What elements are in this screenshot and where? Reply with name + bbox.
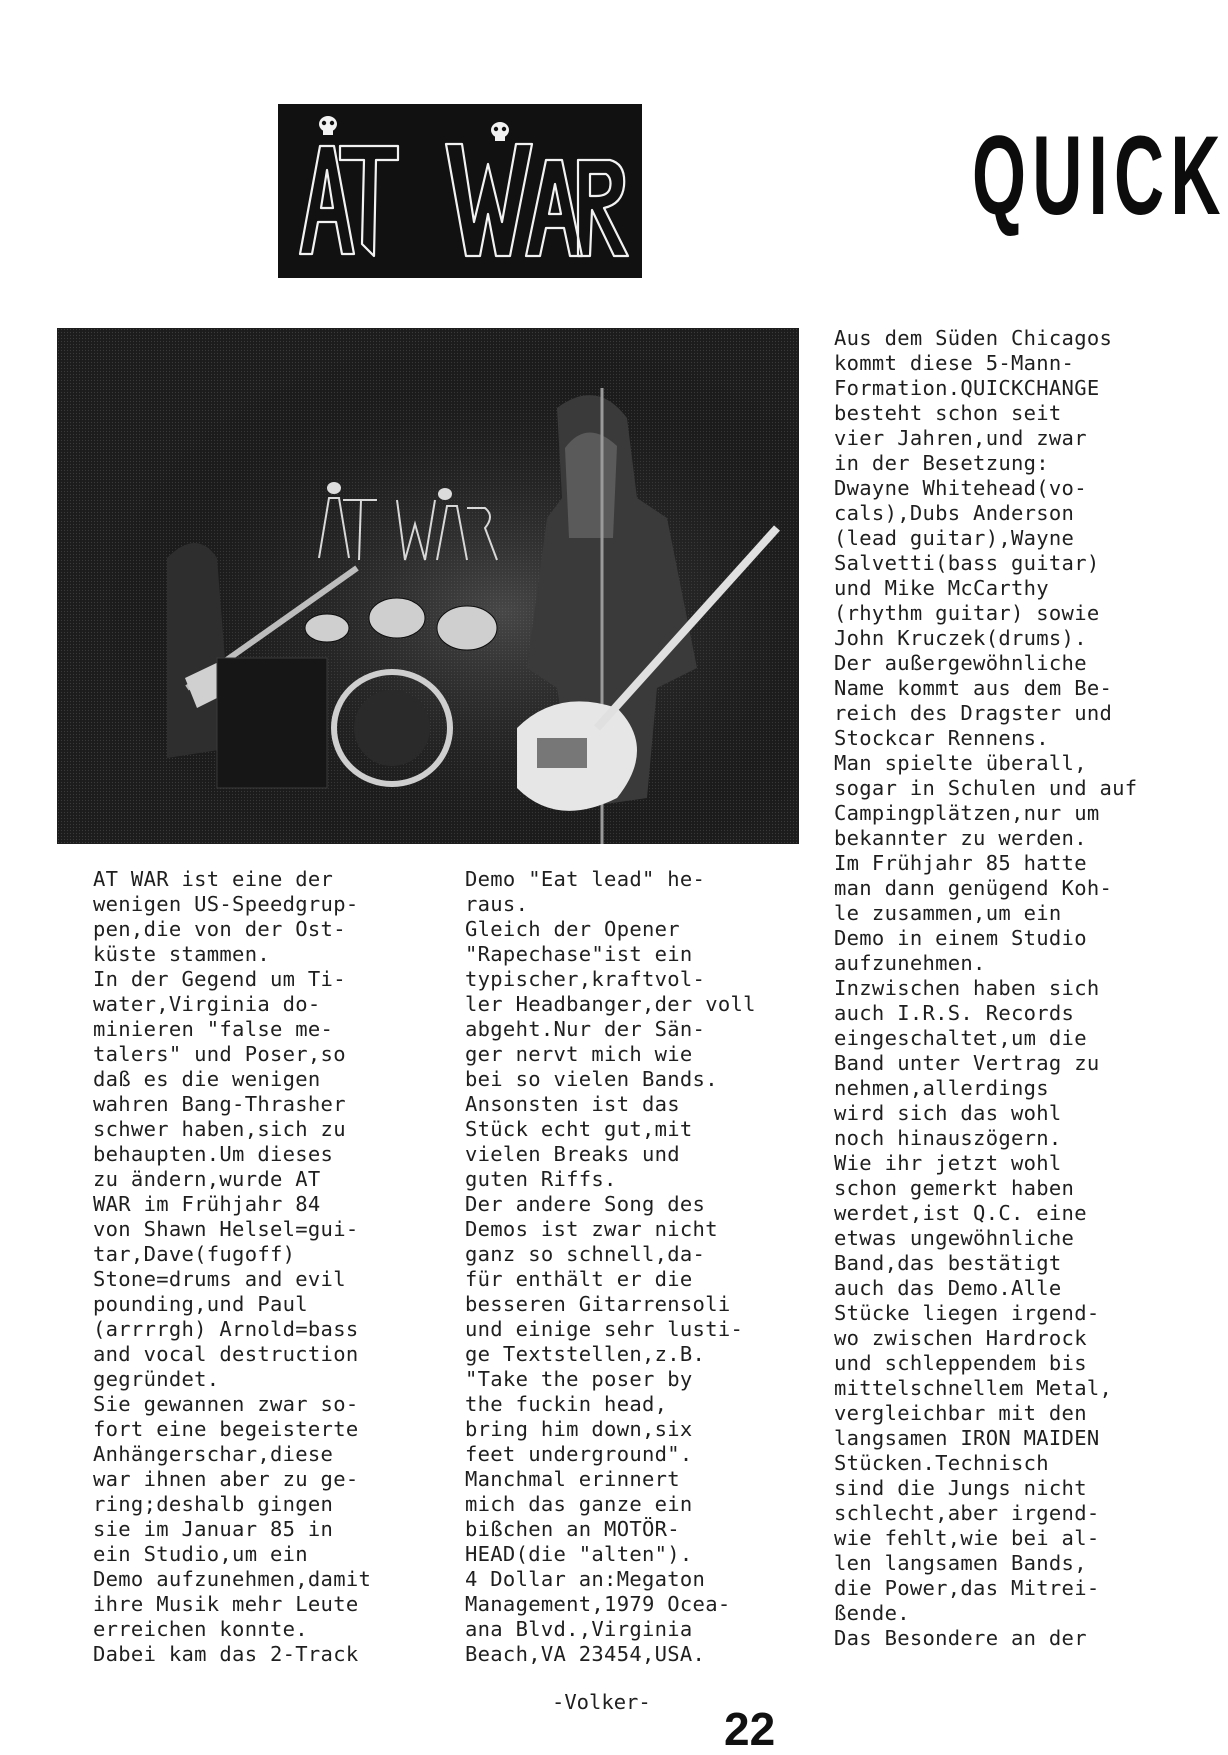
text-line: Stücken.Technisch bbox=[834, 1451, 1049, 1475]
text-line: Wie ihr jetzt wohl bbox=[834, 1151, 1062, 1175]
text-line: sie im Januar 85 in bbox=[93, 1517, 334, 1541]
text-line: Stockcar Rennens. bbox=[834, 726, 1049, 750]
text-line: Im Frühjahr 85 hatte bbox=[834, 851, 1087, 875]
text-line: (rhythm guitar) sowie bbox=[834, 601, 1100, 625]
text-line: Dabei kam das 2-Track bbox=[93, 1642, 359, 1666]
text-line: wenigen US-Speedgrup- bbox=[93, 892, 359, 916]
text-line: guten Riffs. bbox=[465, 1167, 617, 1191]
text-line: nehmen,allerdings bbox=[834, 1076, 1049, 1100]
text-line: eingeschaltet,um die bbox=[834, 1026, 1087, 1050]
text-line: werdet,ist Q.C. eine bbox=[834, 1201, 1087, 1225]
text-line: HEAD(die "alten"). bbox=[465, 1542, 693, 1566]
quickchange-title: QUICK bbox=[972, 113, 1227, 238]
text-line: ein Studio,um ein bbox=[93, 1542, 308, 1566]
text-line: auch I.R.S. Records bbox=[834, 1001, 1075, 1025]
text-line: Band,das bestätigt bbox=[834, 1251, 1062, 1275]
text-line: John Kruczek(drums). bbox=[834, 626, 1087, 650]
text-line: Dwayne Whitehead(vo- bbox=[834, 476, 1087, 500]
text-line: Der andere Song des bbox=[465, 1192, 706, 1216]
text-line: "Take the poser by bbox=[465, 1367, 693, 1391]
text-line: Management,1979 Ocea- bbox=[465, 1592, 731, 1616]
text-line: tar,Dave(fugoff) bbox=[93, 1242, 296, 1266]
text-line: mittelschnellem Metal, bbox=[834, 1376, 1113, 1400]
text-line: Demos ist zwar nicht bbox=[465, 1217, 718, 1241]
author-signature: -Volker- bbox=[552, 1690, 651, 1714]
text-line: küste stammen. bbox=[93, 942, 270, 966]
text-line: die Power,das Mitrei- bbox=[834, 1576, 1100, 1600]
text-line: gegründet. bbox=[93, 1367, 220, 1391]
text-line: Inzwischen haben sich bbox=[834, 976, 1100, 1000]
text-line: Sie gewannen zwar so- bbox=[93, 1392, 359, 1416]
text-line: bei so vielen Bands. bbox=[465, 1067, 718, 1091]
text-line: water,Virginia do- bbox=[93, 992, 321, 1016]
text-line: fort eine begeisterte bbox=[93, 1417, 359, 1441]
text-line: Anhängerschar,diese bbox=[93, 1442, 334, 1466]
text-line: langsamen IRON MAIDEN bbox=[834, 1426, 1100, 1450]
text-line: ge Textstellen,z.B. bbox=[465, 1342, 706, 1366]
text-line: Beach,VA 23454,USA. bbox=[465, 1642, 706, 1666]
text-line: reich des Dragster und bbox=[834, 701, 1113, 725]
text-line: the fuckin head, bbox=[465, 1392, 668, 1416]
text-line: mich das ganze ein bbox=[465, 1492, 693, 1516]
text-line: typischer,kraftvol- bbox=[465, 967, 706, 991]
quickchange-column bbox=[834, 326, 1137, 1651]
text-line: Salvetti(bass guitar) bbox=[834, 551, 1100, 575]
text-line: le zusammen,um ein bbox=[834, 901, 1062, 925]
text-line: bekannter zu werden. bbox=[834, 826, 1087, 850]
text-line: wahren Bang-Thrasher bbox=[93, 1092, 346, 1116]
text-line: bring him down,six bbox=[465, 1417, 693, 1441]
text-line: erreichen konnte. bbox=[93, 1617, 308, 1641]
text-line: WAR im Frühjahr 84 bbox=[93, 1192, 321, 1216]
text-line: Stücke liegen irgend- bbox=[834, 1301, 1100, 1325]
text-line: pen,die von der Ost- bbox=[93, 917, 346, 941]
text-line: ihre Musik mehr Leute bbox=[93, 1592, 359, 1616]
at-war-column-2 bbox=[465, 867, 756, 1667]
text-line: ring;deshalb gingen bbox=[93, 1492, 334, 1516]
text-line: and vocal destruction bbox=[93, 1342, 359, 1366]
text-line: schon gemerkt haben bbox=[834, 1176, 1075, 1200]
text-line: Gleich der Opener bbox=[465, 917, 680, 941]
text-line: Demo "Eat lead" he- bbox=[465, 867, 706, 891]
text-line: Formation.QUICKCHANGE bbox=[834, 376, 1100, 400]
text-line: aufzunehmen. bbox=[834, 951, 986, 975]
text-line: wie fehlt,wie bei al- bbox=[834, 1526, 1100, 1550]
text-line: besseren Gitarrensoli bbox=[465, 1292, 731, 1316]
text-line: vergleichbar mit den bbox=[834, 1401, 1087, 1425]
text-line: ler Headbanger,der voll bbox=[465, 992, 756, 1016]
text-line: wird sich das wohl bbox=[834, 1101, 1062, 1125]
at-war-column-1 bbox=[93, 867, 371, 1667]
text-line: 4 Dollar an:Megaton bbox=[465, 1567, 706, 1591]
text-line: pounding,und Paul bbox=[93, 1292, 308, 1316]
text-line: und Mike McCarthy bbox=[834, 576, 1049, 600]
text-line: ana Blvd.,Virginia bbox=[465, 1617, 693, 1641]
text-line: für enthält er die bbox=[465, 1267, 693, 1291]
text-line: Campingplätzen,nur um bbox=[834, 801, 1100, 825]
text-line: von Shawn Helsel=gui- bbox=[93, 1217, 359, 1241]
text-line: Man spielte überall, bbox=[834, 751, 1087, 775]
page-number: 22 bbox=[724, 1703, 776, 1755]
text-line: Name kommt aus dem Be- bbox=[834, 676, 1113, 700]
text-line: Manchmal erinnert bbox=[465, 1467, 680, 1491]
text-line: raus. bbox=[465, 892, 529, 916]
text-line: Stück echt gut,mit bbox=[465, 1117, 693, 1141]
text-line: daß es die wenigen bbox=[93, 1067, 321, 1091]
text-line: und einige sehr lusti- bbox=[465, 1317, 744, 1341]
text-line: wo zwischen Hardrock bbox=[834, 1326, 1087, 1350]
text-line: kommt diese 5-Mann- bbox=[834, 351, 1075, 375]
text-line: sogar in Schulen und auf bbox=[834, 776, 1138, 800]
text-line: etwas ungewöhnliche bbox=[834, 1226, 1075, 1250]
text-line: cals),Dubs Anderson bbox=[834, 501, 1075, 525]
text-line: auch das Demo.Alle bbox=[834, 1276, 1062, 1300]
text-line: bißchen an MOTÖR- bbox=[465, 1517, 680, 1541]
text-line: Demo in einem Studio bbox=[834, 926, 1087, 950]
text-line: behaupten.Um dieses bbox=[93, 1142, 334, 1166]
text-line: Ansonsten ist das bbox=[465, 1092, 680, 1116]
text-line: "Rapechase"ist ein bbox=[465, 942, 693, 966]
text-line: man dann genügend Koh- bbox=[834, 876, 1113, 900]
text-line: zu ändern,wurde AT bbox=[93, 1167, 321, 1191]
text-line: Der außergewöhnliche bbox=[834, 651, 1087, 675]
text-line: len langsamen Bands, bbox=[834, 1551, 1087, 1575]
text-line: in der Besetzung: bbox=[834, 451, 1049, 475]
text-line: Aus dem Süden Chicagos bbox=[834, 326, 1113, 350]
text-line: besteht schon seit bbox=[834, 401, 1062, 425]
text-line: ger nervt mich wie bbox=[465, 1042, 693, 1066]
text-line: schlecht,aber irgend- bbox=[834, 1501, 1100, 1525]
text-line: sind die Jungs nicht bbox=[834, 1476, 1087, 1500]
text-line: AT WAR ist eine der bbox=[93, 867, 334, 891]
text-line: (lead guitar),Wayne bbox=[834, 526, 1075, 550]
text-line: talers" und Poser,so bbox=[93, 1042, 346, 1066]
text-line: Stone=drums and evil bbox=[93, 1267, 346, 1291]
text-line: schwer haben,sich zu bbox=[93, 1117, 346, 1141]
band-live-photo bbox=[57, 328, 799, 844]
text-line: Band unter Vertrag zu bbox=[834, 1051, 1100, 1075]
text-line: Demo aufzunehmen,damit bbox=[93, 1567, 372, 1591]
text-line: In der Gegend um Ti- bbox=[93, 967, 346, 991]
text-line: abgeht.Nur der Sän- bbox=[465, 1017, 706, 1041]
text-line: feet underground". bbox=[465, 1442, 693, 1466]
text-line: ganz so schnell,da- bbox=[465, 1242, 706, 1266]
text-line: ßende. bbox=[834, 1601, 910, 1625]
text-line: und schleppendem bis bbox=[834, 1351, 1087, 1375]
at-war-logo bbox=[278, 104, 642, 278]
text-line: vielen Breaks und bbox=[465, 1142, 680, 1166]
text-line: Das Besondere an der bbox=[834, 1626, 1087, 1650]
text-line: (arrrrgh) Arnold=bass bbox=[93, 1317, 359, 1341]
text-line: vier Jahren,und zwar bbox=[834, 426, 1087, 450]
text-line: noch hinauszögern. bbox=[834, 1126, 1062, 1150]
text-line: minieren "false me- bbox=[93, 1017, 334, 1041]
text-line: war ihnen aber zu ge- bbox=[93, 1467, 359, 1491]
